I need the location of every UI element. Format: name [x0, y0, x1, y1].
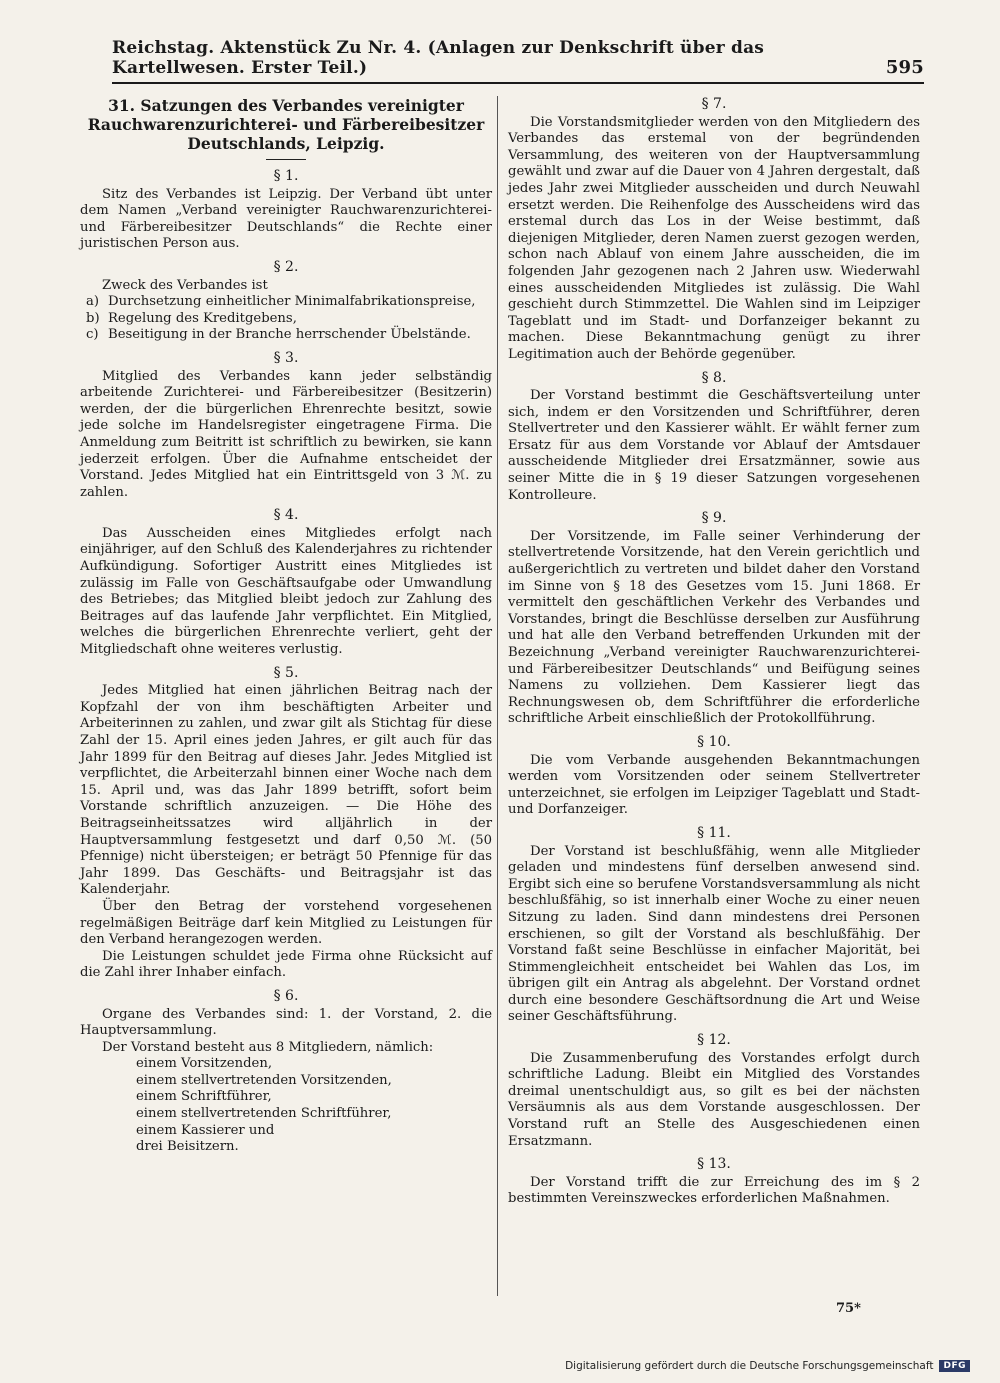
- list-item-text: Durchsetzung einheitlicher Minimalfabrikationspreise,: [108, 294, 476, 310]
- dfg-logo: DFG: [939, 1360, 970, 1372]
- section-intro-2: Zweck des Verbandes ist: [102, 277, 268, 293]
- list-item: [86, 311, 492, 328]
- list-item-text: Regelung des Kreditgebens,: [108, 310, 297, 326]
- section-heading-10: § 10.: [697, 733, 731, 750]
- signature-mark: 75*: [836, 1301, 861, 1316]
- list-item: einem stellvertretenden Schriftführer,: [136, 1106, 392, 1122]
- list-item: einem stellvertretenden Vorsitzenden,: [136, 1072, 392, 1088]
- section-text-9: Der Vorsitzende, im Falle seiner Verhinderung der stellvertretende Vorsitzende, hat den Verein gerichtlich und außergerichtlich zu vertreten und bildet daher den Vorstand im Sinne von § 18 des Gesetzes vom 15. Juni 1868. Er vermittelt den geschäftlichen Verkehr des Verbandes und Vorstandes, bringt die Beschlüsse derselben zur Ausführung und hat alle den Verband betreffenden Urkunden mit der Bezeichnung „Verband vereinigter Rauchwarenzurichterei- und Färbereibesitzer Deutschlands“ und Beifügung seines Namens zu vollziehen. Dem Kassierer liegt das Rechnungswesen ob, dem Schriftführer die erforderliche schriftliche Arbeit einschließlich der Protokollführung.: [508, 528, 920, 727]
- section-text-4: Das Ausscheiden eines Mitgliedes erfolgt nach einjähriger, auf den Schluß des Kalenderjahres zu richtender Aufkündigung. Sofortiger Austritt eines Mitgliedes ist zulässig im Falle von Geschäftsaufgabe oder Umwandlung des Betriebes; das Mitglied bleibt jedoch zur Zahlung des Beitrages auf das laufende Jahr verpflichtet. Ein Mitglied, welches die bürgerlichen Ehrenrechte verliert, geht der Mitgliedschaft ohne weiteres verlustig.: [80, 525, 492, 658]
- section-text-1: Sitz des Verbandes ist Leipzig. Der Verband übt unter dem Namen „Verband vereinigter Rauchwarenzurichterei- und Färbereibesitzer Deutschlands“ die Rechte einer juristischen Person aus.: [80, 186, 492, 252]
- section-text-12: Die Zusammenberufung des Vorstandes erfolgt durch schriftliche Ladung. Bleibt ein Mitglied des Vorstandes dreimal unentschuldigt aus, so gilt es bei der nächsten Versäumnis als aus dem Vorstande ausgeschlossen. Der Vorstand ruft an Stelle des Ausgeschiedenen einen Ersatzmann.: [508, 1050, 920, 1149]
- section-heading-5: § 5.: [273, 664, 299, 681]
- section-text-7: Die Vorstandsmitglieder werden von den Mitgliedern des Verbandes das erstemal von der begründenden Versammlung, des weiteren von der Hauptversammlung gewählt und zwar auf die Dauer von 4 Jahren dergestalt, daß jedes Jahr zwei Mitglieder ausscheiden und durch Neuwahl ersetzt werden. Die Reihenfolge des Ausscheidens wird das erstemal durch das Los in der Weise bestimmt, daß diejenigen Mitglieder, deren Namen zuerst gezogen werden, schon nach Ablauf von einem Jahre ausscheiden, die im folgenden Jahr gezogenen nach 2 Jahren usw. Wiederwahl eines ausscheidenden Mitgliedes ist zulässig. Die Wahl geschieht durch Stimmzettel. Die Wahlen sind im Leipziger Tageblatt und im Stadt- und Dorfanzeiger bekannt zu machen. Diese Bekanntmachung genügt zu ihrer Legitimation auch der Behörde gegenüber.: [508, 114, 920, 362]
- left-column: [80, 96, 492, 1156]
- section-heading-3: § 3.: [273, 349, 299, 366]
- running-header: [112, 38, 924, 84]
- board-members-list: [136, 1056, 492, 1156]
- page-number: 595: [885, 57, 924, 78]
- section-heading-1: § 1.: [273, 168, 299, 184]
- list-item-label: a): [86, 294, 100, 310]
- digitization-note: Digitalisierung gefördert durch die Deutsche Forschungsgemeinschaft: [565, 1360, 934, 1372]
- list-item: einem Kassierer und: [136, 1122, 275, 1138]
- section-heading-9: § 9.: [701, 510, 727, 527]
- list-item-label: c): [86, 327, 99, 343]
- section-heading-2: § 2.: [273, 258, 299, 275]
- section-text-3: Mitglied des Verbandes kann jeder selbständig arbeitende Zurichterei- und Färbereibesitzer (Besitzerin) werden, der die bürgerlichen Ehrenrechte besitzt, sowie jede solche im Handelsregister eingetragene Firma. Die Anmeldung zum Beitritt ist schriftlich zu bewirken, sie kann jederzeit erfolgen. Über die Aufnahme entscheidet der Vorstand. Jedes Mitglied hat ein Eintrittsgeld von 3 ℳ. zu zahlen.: [80, 368, 492, 500]
- running-title: Reichstag. Aktenstück Zu Nr. 4. (Anlagen zur Denkschrift über das Kartellwesen. Erster Teil.): [112, 38, 765, 78]
- section-text-10: Die vom Verbande ausgehenden Bekanntmachungen werden vom Vorsitzenden oder seinem Stellvertreter unterzeichnet, sie erfolgen im Leipziger Tageblatt und Stadt- und Dorfanzeiger.: [508, 752, 920, 818]
- list-item-label: b): [86, 310, 100, 326]
- section-heading-12: § 12.: [697, 1032, 731, 1049]
- section-heading-13: § 13.: [697, 1156, 731, 1173]
- list-item: einem Vorsitzenden,: [136, 1056, 273, 1072]
- list-item: [86, 327, 492, 344]
- digitization-footer: [470, 1360, 970, 1372]
- section-heading-6: § 6.: [273, 987, 299, 1004]
- list-item: drei Beisitzern.: [136, 1139, 239, 1155]
- section-text-6a: Organe des Verbandes sind: 1. der Vorstand, 2. die Hauptversammlung.: [80, 1006, 492, 1039]
- article-title: 31. Satzungen des Verbandes vereinigter Rauchwarenzurichterei- und Färbereibesitzer Deutschlands, Leipzig.: [87, 96, 485, 153]
- section-heading-8: § 8.: [701, 369, 727, 386]
- section-heading-11: § 11.: [697, 824, 731, 841]
- section-heading-7: § 7.: [701, 96, 727, 112]
- list-item: [86, 294, 492, 311]
- right-column: [508, 96, 920, 1208]
- section-text-11: Der Vorstand ist beschlußfähig, wenn alle Mitglieder geladen und mindestens fünf derselben anwesend sind. Ergibt sich eine so berufene Vorstandsversammlung als nicht beschlußfähig, so ist innerhalb einer Woche zu einer neuen Sitzung zu laden. Sind dann mindestens drei Personen erschienen, so gilt der Vorstand als beschlußfähig. Der Vorstand faßt seine Beschlüsse in einfacher Majorität, bei Stimmengleichheit entscheidet bei Wahlen das Los, im übrigen gilt ein Antrag als abgelehnt. Der Vorstand ordnet durch eine besondere Geschäftsordnung die Art und Weise seiner Geschäftsführung.: [508, 843, 920, 1025]
- section-text-5c: Die Leistungen schuldet jede Firma ohne Rücksicht auf die Zahl ihrer Inhaber einfach.: [80, 948, 492, 981]
- column-divider: [497, 96, 498, 1296]
- title-rule: [266, 159, 306, 160]
- list-item-text: Beseitigung in der Branche herrschender Übelstände.: [108, 327, 471, 343]
- list-item: einem Schriftführer,: [136, 1089, 272, 1105]
- section-text-5a: Jedes Mitglied hat einen jährlichen Beitrag nach der Kopfzahl der von ihm beschäftigten Arbeiter und Arbeiterinnen zu zahlen, und zwar gilt als Stichtag für diese Zahl der 15. April eines jeden Jahres, er gilt auch für das Jahr 1899 für den Beitrag auf dieses Jahr. Jedes Mitglied ist verpflichtet, die Arbeiterzahl binnen einer Woche nach dem 15. April und, was das Jahr 1899 betrifft, sofort beim Vorstande schriftlich anzuzeigen. — Die Höhe des Beitragseinheitssatzes wird alljährlich in der Hauptversammlung festgesetzt und darf 0,50 ℳ. (50 Pfennige) nicht übersteigen; er beträgt 50 Pfennige für das Jahr 1899. Das Geschäfts- und Beitragsjahr ist das Kalenderjahr.: [80, 683, 492, 898]
- purpose-list: [86, 294, 492, 344]
- section-heading-4: § 4.: [273, 507, 299, 524]
- section-text-13: Der Vorstand trifft die zur Erreichung des im § 2 bestimmten Vereinszweckes erforderlichen Maßnahmen.: [508, 1174, 920, 1207]
- section-text-8: Der Vorstand bestimmt die Geschäftsverteilung unter sich, indem er den Vorsitzenden und Schriftführer, deren Stellvertreter und den Kassierer wählt. Er wählt ferner zum Ersatz für aus dem Vorstande vor Ablauf der Amtsdauer ausscheidende Mitglieder drei Ersatzmänner, sowie aus seiner Mitte die in § 19 dieser Satzungen vorgesehenen Kontrolleure.: [508, 388, 920, 503]
- section-text-5b: Über den Betrag der vorstehend vorgesehenen regelmäßigen Beiträge darf kein Mitglied zu Leistungen für den Verband herangezogen werden.: [80, 898, 492, 948]
- section-text-6b: Der Vorstand besteht aus 8 Mitgliedern, nämlich:: [102, 1039, 434, 1055]
